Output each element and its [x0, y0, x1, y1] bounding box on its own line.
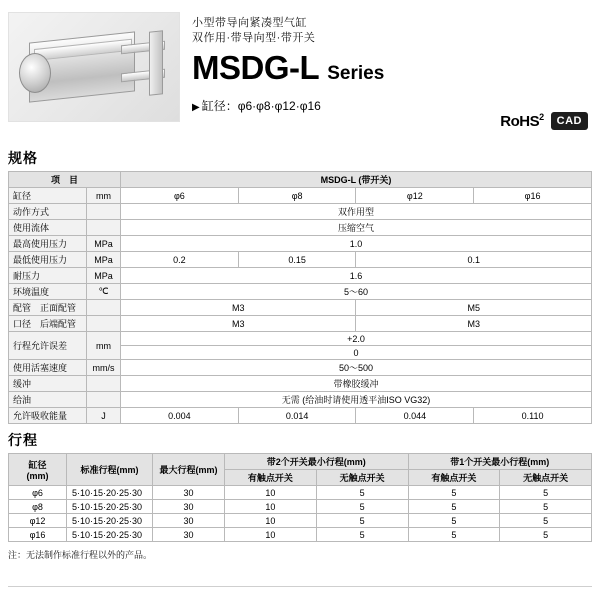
- spec-row-label: 使用活塞速度: [9, 360, 87, 376]
- title-block: [192, 0, 592, 114]
- stroke-cell-one-noncontact: 5: [500, 528, 592, 542]
- stroke-cell-max: 30: [153, 486, 225, 500]
- subtitle-line-1: 小型带导向紧凑型气缸: [192, 17, 307, 29]
- spec-row-unit: [87, 376, 121, 392]
- spec-cell: +2.0: [121, 332, 592, 346]
- spec-row-label: 行程允许误差: [9, 332, 87, 360]
- stroke-header-two-noncontact: 无触点开关: [316, 470, 408, 486]
- table-row: [9, 236, 592, 252]
- spec-cell: M5: [356, 300, 592, 316]
- stroke-cell-bore: φ12: [9, 514, 67, 528]
- spec-header-model: MSDG-L (带开关): [121, 172, 592, 188]
- stroke-header-two-switch: 带2个开关最小行程(mm): [225, 454, 409, 470]
- rohs-superscript: 2: [539, 112, 544, 122]
- spec-cell: 带橡胶缓冲: [121, 376, 592, 392]
- stroke-header-standard: 标准行程(mm): [67, 454, 153, 486]
- stroke-cell-standard: 5·10·15·20·25·30: [67, 528, 153, 542]
- table-row: [9, 268, 592, 284]
- spec-cell: M3: [356, 316, 592, 332]
- stroke-cell-two-contact: 10: [225, 500, 317, 514]
- stroke-cell-two-contact: 10: [225, 528, 317, 542]
- spec-cell: 0.2: [121, 252, 239, 268]
- stroke-table: [8, 453, 592, 542]
- stroke-cell-one-noncontact: 5: [500, 500, 592, 514]
- rohs-label: RoHS: [500, 113, 540, 130]
- stroke-cell-one-contact: 5: [408, 486, 500, 500]
- table-row: [9, 220, 592, 236]
- spec-cell: M3: [121, 316, 356, 332]
- spec-row-unit: mm/s: [87, 360, 121, 376]
- spec-cell: 双作用型: [121, 204, 592, 220]
- stroke-header-one-contact: 有触点开关: [408, 470, 500, 486]
- spec-cell: 0.044: [356, 408, 474, 424]
- table-row: [9, 376, 592, 392]
- rohs-badge: [500, 112, 543, 130]
- stroke-cell-two-contact: 10: [225, 514, 317, 528]
- cad-badge: CAD: [551, 112, 588, 130]
- spec-row-unit: [87, 316, 121, 332]
- stroke-cell-standard: 5·10·15·20·25·30: [67, 500, 153, 514]
- stroke-cell-standard: 5·10·15·20·25·30: [67, 486, 153, 500]
- spec-row-unit: MPa: [87, 236, 121, 252]
- stroke-cell-two-noncontact: 5: [316, 486, 408, 500]
- badge-group: [500, 112, 588, 130]
- table-row: [9, 332, 592, 346]
- stroke-header-bore: [9, 454, 67, 486]
- series-word: Series: [327, 63, 385, 84]
- spec-row-unit: MPa: [87, 252, 121, 268]
- page-title: [192, 50, 592, 92]
- spec-row-label: 最低使用压力: [9, 252, 87, 268]
- spec-row-label: 配管 正面配管: [9, 300, 87, 316]
- spec-cell: 0.15: [238, 252, 356, 268]
- spec-row-label: 使用流体: [9, 220, 87, 236]
- spec-cell: 1.6: [121, 268, 592, 284]
- cylinder-plate-shape: [149, 30, 163, 95]
- product-photo: [8, 12, 180, 122]
- spec-row-label: 耐压力: [9, 268, 87, 284]
- spec-row-unit: mm: [87, 332, 121, 360]
- spec-cell: 无需 (给油时请使用透平油ISO VG32): [121, 392, 592, 408]
- subtitle-line-2: 双作用·带导向型·带开关: [192, 32, 316, 44]
- stroke-header-one-noncontact: 无触点开关: [500, 470, 592, 486]
- spec-cell: φ6: [121, 188, 239, 204]
- spec-row-label: 动作方式: [9, 204, 87, 220]
- spec-row-label: 口径 后端配管: [9, 316, 87, 332]
- spec-cell: φ8: [238, 188, 356, 204]
- spec-row-unit: MPa: [87, 268, 121, 284]
- triangle-bullet-icon: ▶: [192, 102, 200, 113]
- table-row: [9, 514, 592, 528]
- cylinder-cap-shape: [19, 53, 51, 93]
- table-row: [9, 392, 592, 408]
- spec-cell: 0.014: [238, 408, 356, 424]
- stroke-section-title: 行程: [8, 432, 38, 448]
- spec-row-label: 给油: [9, 392, 87, 408]
- stroke-cell-one-noncontact: 5: [500, 486, 592, 500]
- stroke-cell-one-contact: 5: [408, 500, 500, 514]
- spec-cell: 5～60: [121, 284, 592, 300]
- table-row: [9, 500, 592, 514]
- stroke-cell-two-noncontact: 5: [316, 514, 408, 528]
- stroke-cell-one-noncontact: 5: [500, 514, 592, 528]
- spec-row-unit: [87, 220, 121, 236]
- spec-row-unit: ℃: [87, 284, 121, 300]
- table-row: [9, 188, 592, 204]
- table-row: [9, 300, 592, 316]
- page-bottom-divider: [8, 586, 592, 587]
- spec-cell: 0.110: [474, 408, 592, 424]
- stroke-cell-two-contact: 10: [225, 486, 317, 500]
- page-header: [8, 0, 592, 142]
- stroke-cell-one-contact: 5: [408, 514, 500, 528]
- stroke-header-one-switch: 带1个开关最小行程(mm): [408, 454, 592, 470]
- stroke-cell-bore: φ8: [9, 500, 67, 514]
- spec-cell: 0.1: [356, 252, 592, 268]
- spec-cell: M3: [121, 300, 356, 316]
- spec-cell: 压缩空气: [121, 220, 592, 236]
- stroke-cell-bore: φ6: [9, 486, 67, 500]
- spec-cell: 0.004: [121, 408, 239, 424]
- stroke-cell-two-noncontact: 5: [316, 500, 408, 514]
- footnote: 注：无法制作标准行程以外的产品。: [8, 550, 153, 560]
- spec-row-unit: [87, 300, 121, 316]
- spec-section-title: 规格: [8, 150, 38, 166]
- series-name: MSDG-L: [192, 49, 319, 86]
- spec-row-unit: mm: [87, 188, 121, 204]
- table-row: [9, 360, 592, 376]
- spec-row-label: 环境温度: [9, 284, 87, 300]
- spec-row-label: 最高使用压力: [9, 236, 87, 252]
- spec-table: [8, 171, 592, 424]
- stroke-header-max: 最大行程(mm): [153, 454, 225, 486]
- stroke-cell-max: 30: [153, 528, 225, 542]
- table-row: [9, 408, 592, 424]
- spec-cell: 0: [121, 346, 592, 360]
- stroke-cell-max: 30: [153, 514, 225, 528]
- bore-line-text: 缸径：φ6·φ8·φ12·φ16: [201, 99, 321, 113]
- table-row: [9, 316, 592, 332]
- spec-cell: 1.0: [121, 236, 592, 252]
- table-row: [9, 486, 592, 500]
- table-row: [9, 252, 592, 268]
- spec-row-unit: [87, 204, 121, 220]
- stroke-cell-bore: φ16: [9, 528, 67, 542]
- spec-cell: φ12: [356, 188, 474, 204]
- table-row: [9, 204, 592, 220]
- stroke-header-bore-line2: (mm): [26, 471, 49, 481]
- table-row: [9, 454, 592, 470]
- stroke-cell-standard: 5·10·15·20·25·30: [67, 514, 153, 528]
- spec-row-unit: J: [87, 408, 121, 424]
- spec-row-unit: [87, 392, 121, 408]
- table-row: [9, 528, 592, 542]
- table-row: [9, 172, 592, 188]
- spec-row-label: 缓冲: [9, 376, 87, 392]
- stroke-header-two-contact: 有触点开关: [225, 470, 317, 486]
- spec-header-item: 项 目: [9, 172, 121, 188]
- stroke-header-bore-line1: 缸径: [28, 460, 47, 470]
- spec-row-label: 允许吸收能量: [9, 408, 87, 424]
- spec-cell: 50～500: [121, 360, 592, 376]
- spec-row-label: 缸径: [9, 188, 87, 204]
- spec-cell: φ16: [474, 188, 592, 204]
- stroke-cell-max: 30: [153, 500, 225, 514]
- stroke-cell-two-noncontact: 5: [316, 528, 408, 542]
- table-row: [9, 284, 592, 300]
- stroke-cell-one-contact: 5: [408, 528, 500, 542]
